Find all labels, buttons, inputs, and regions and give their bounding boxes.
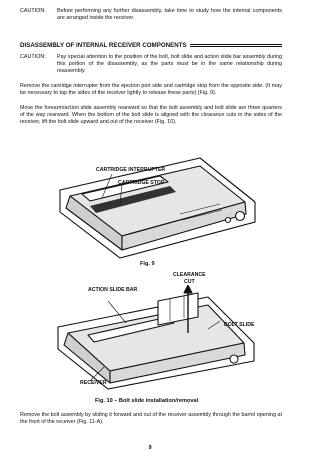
callout-bolt-slide: BOLT SLIDE bbox=[224, 322, 255, 328]
page-number: 9 bbox=[148, 445, 152, 451]
figure-9-caption: Fig. 9 bbox=[140, 261, 155, 267]
callout-receiver: RECEIVER bbox=[80, 380, 107, 386]
section-heading-text: DISASSEMBLY OF INTERNAL RECEIVER COMPONENTS bbox=[20, 41, 187, 49]
figure-10-illustration bbox=[48, 285, 260, 395]
heading-rule bbox=[190, 44, 282, 47]
section-heading bbox=[20, 41, 282, 49]
caution-text: Before performing any further disassembly, take time to study how the internal components are arranged inside the receiver. bbox=[57, 8, 282, 21]
caution-note-1 bbox=[20, 8, 282, 22]
caution-label: CAUTION: bbox=[20, 54, 46, 60]
caution-label: CAUTION: bbox=[20, 8, 46, 14]
instruction-paragraph-1: Remove the cartridge interrupter from the ejection port side and cartridge stop from the opposite side. (It may be necessary to tap the sides of the receiver lightly to release these parts) (Fig. 9). bbox=[20, 83, 282, 96]
instruction-paragraph-3: Remove the bolt assembly by sliding it forward and out of the receiver assembly through the barrel opening at the front of the receiver (Fig. 11-A). bbox=[20, 412, 282, 425]
caution-note-2 bbox=[20, 54, 282, 75]
callout-clearance-cut: CLEARANCE CUT bbox=[173, 272, 206, 285]
figure-10-caption: Fig. 10 – Bolt slide installation/removal bbox=[95, 398, 199, 404]
callout-action-slide-bar: ACTION SLIDE BAR bbox=[88, 287, 138, 293]
instruction-paragraph-2: Move the forearm/action slide assembly rearward so that the bolt assembly and bolt slide are three quarters of the way rearward. When the bottom of the bolt slide is aligned with the clearance cuts in the sides of the receiver, lift the bolt slide upward and out of the receiver (Fig. 10). bbox=[20, 105, 282, 125]
caution-text: Pay special attention to the position of the bolt, bolt slide and action slide bar assembly during this portion of the disassembly, as the parts must be in the same relationship during reassembly. bbox=[57, 54, 282, 74]
callout-cartridge-stop: CARTRIDGE STOP bbox=[118, 180, 165, 186]
callout-cartridge-interrupter: CARTRIDGE INTERRUPTER bbox=[96, 167, 166, 173]
